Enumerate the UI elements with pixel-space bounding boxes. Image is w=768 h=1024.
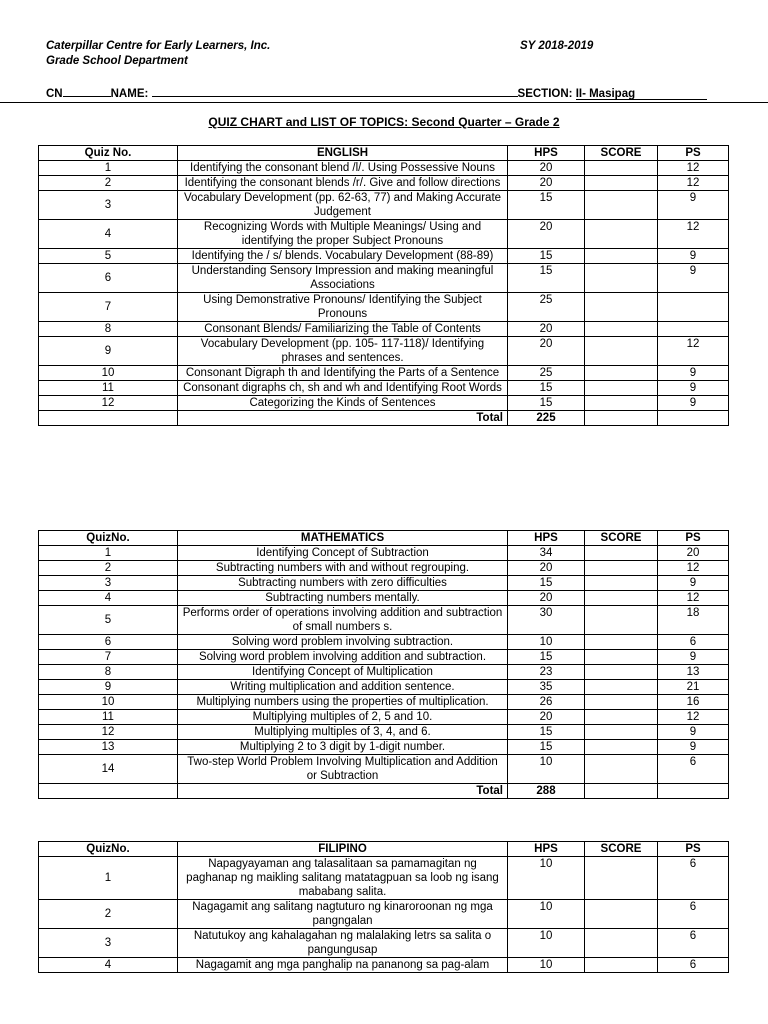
table-row xyxy=(39,665,729,680)
school-name: Caterpillar Centre for Early Learners, Inc. xyxy=(46,40,271,52)
hps-value: 15 xyxy=(508,650,585,665)
total-row xyxy=(39,411,729,426)
column-header: QuizNo. xyxy=(39,531,178,546)
total-hps: 225 xyxy=(508,411,585,426)
quiz-topic: Using Demonstrative Pronouns/ Identifying the Subject Pronouns xyxy=(178,293,508,322)
quiz-topic: Performs order of operations involving addition and subtraction of small numbers s. xyxy=(178,606,508,635)
name-blank xyxy=(152,85,518,97)
quiz-topic: Consonant Blends/ Familiarizing the Table of Contents xyxy=(178,322,508,337)
ps-value: 6 xyxy=(658,900,729,929)
total-empty-cell xyxy=(39,411,178,426)
score-cell xyxy=(585,591,658,606)
table-row xyxy=(39,900,729,929)
quiz-number: 3 xyxy=(39,576,178,591)
hps-value: 34 xyxy=(508,546,585,561)
ps-value: 12 xyxy=(658,161,729,176)
score-cell xyxy=(585,650,658,665)
hps-value: 15 xyxy=(508,381,585,396)
quiz-topic: Napagyayaman ang talasalitaan sa pamamagitan ng paghanap ng maikling salitang matatagpuan sa loob ng isang mababang salita. xyxy=(178,857,508,900)
quiz-topic: Consonant digraphs ch, sh and wh and Identifying Root Words xyxy=(178,381,508,396)
hps-value: 26 xyxy=(508,695,585,710)
quiz-number: 10 xyxy=(39,366,178,381)
ps-value: 13 xyxy=(658,665,729,680)
hps-value: 20 xyxy=(508,561,585,576)
table-row xyxy=(39,958,729,973)
quiz-topic: Solving word problem involving addition and subtraction. xyxy=(178,650,508,665)
table-row xyxy=(39,606,729,635)
table-row xyxy=(39,650,729,665)
column-header: SCORE xyxy=(585,842,658,857)
score-cell xyxy=(585,958,658,973)
quiz-topic: Recognizing Words with Multiple Meanings/ Using and identifying the proper Subject Pronouns xyxy=(178,220,508,249)
quiz-number: 4 xyxy=(39,591,178,606)
hps-value: 15 xyxy=(508,396,585,411)
table-row xyxy=(39,591,729,606)
table-row xyxy=(39,710,729,725)
ps-value: 12 xyxy=(658,561,729,576)
quiz-number: 5 xyxy=(39,606,178,635)
table-row xyxy=(39,725,729,740)
score-cell xyxy=(585,220,658,249)
section-value: II- Masipag xyxy=(576,88,707,100)
score-cell xyxy=(585,740,658,755)
quiz-topic: Understanding Sensory Impression and making meaningful Associations xyxy=(178,264,508,293)
quiz-topic: Multiplying multiples of 2, 5 and 10. xyxy=(178,710,508,725)
ps-value xyxy=(658,322,729,337)
quiz-number: 3 xyxy=(39,191,178,220)
quiz-topic: Multiplying numbers using the properties of multiplication. xyxy=(178,695,508,710)
quiz-number: 1 xyxy=(39,161,178,176)
ps-value: 9 xyxy=(658,191,729,220)
quiz-number: 2 xyxy=(39,176,178,191)
score-cell xyxy=(585,264,658,293)
ps-value: 6 xyxy=(658,755,729,784)
ps-value xyxy=(658,293,729,322)
hps-value: 20 xyxy=(508,176,585,191)
ps-value: 21 xyxy=(658,680,729,695)
quiz-topic: Nagagamit ang mga panghalip na pananong sa pag-alam xyxy=(178,958,508,973)
quiz-number: 4 xyxy=(39,958,178,973)
table-row xyxy=(39,695,729,710)
total-hps: 288 xyxy=(508,784,585,799)
column-header: PS xyxy=(658,146,729,161)
quiz-number: 10 xyxy=(39,695,178,710)
score-cell xyxy=(585,176,658,191)
score-cell xyxy=(585,857,658,900)
hps-value: 23 xyxy=(508,665,585,680)
score-cell xyxy=(585,337,658,366)
english-quiz-table xyxy=(38,145,729,426)
total-label: Total xyxy=(178,411,508,426)
quiz-topic: Multiplying multiples of 3, 4, and 6. xyxy=(178,725,508,740)
quiz-number: 12 xyxy=(39,396,178,411)
hps-value: 10 xyxy=(508,900,585,929)
ps-value: 9 xyxy=(658,366,729,381)
table-header-row xyxy=(39,531,729,546)
column-header: Quiz No. xyxy=(39,146,178,161)
ps-value: 9 xyxy=(658,249,729,264)
school-year: SY 2018-2019 xyxy=(520,40,594,52)
total-empty-cell xyxy=(39,784,178,799)
table-row xyxy=(39,635,729,650)
column-header: QuizNo. xyxy=(39,842,178,857)
quiz-topic: Identifying Concept of Subtraction xyxy=(178,546,508,561)
ps-value: 12 xyxy=(658,337,729,366)
ps-value: 9 xyxy=(658,396,729,411)
quiz-topic: Subtracting numbers with zero difficulties xyxy=(178,576,508,591)
ps-value: 6 xyxy=(658,635,729,650)
column-header: FILIPINO xyxy=(178,842,508,857)
hps-value: 15 xyxy=(508,576,585,591)
quiz-number: 5 xyxy=(39,249,178,264)
ps-value: 9 xyxy=(658,264,729,293)
hps-value: 35 xyxy=(508,680,585,695)
hps-value: 15 xyxy=(508,264,585,293)
ps-value: 12 xyxy=(658,220,729,249)
column-header: HPS xyxy=(508,842,585,857)
score-cell xyxy=(585,161,658,176)
header-divider xyxy=(0,102,768,103)
score-cell xyxy=(585,381,658,396)
quiz-topic: Vocabulary Development (pp. 62-63, 77) and Making Accurate Judgement xyxy=(178,191,508,220)
hps-value: 15 xyxy=(508,191,585,220)
total-empty-cell xyxy=(585,784,658,799)
ps-value: 9 xyxy=(658,381,729,396)
score-cell xyxy=(585,929,658,958)
table-row xyxy=(39,381,729,396)
quiz-topic: Subtracting numbers mentally. xyxy=(178,591,508,606)
table-row xyxy=(39,161,729,176)
table-row xyxy=(39,264,729,293)
score-cell xyxy=(585,546,658,561)
table-row xyxy=(39,576,729,591)
quiz-number: 6 xyxy=(39,635,178,650)
name-label: NAME: xyxy=(110,88,149,100)
quiz-topic: Identifying the consonant blends /r/. Give and follow directions xyxy=(178,176,508,191)
total-empty-cell xyxy=(585,411,658,426)
column-header: PS xyxy=(658,842,729,857)
quiz-topic: Identifying Concept of Multiplication xyxy=(178,665,508,680)
hps-value: 15 xyxy=(508,725,585,740)
quiz-topic: Identifying the consonant blend /l/. Using Possessive Nouns xyxy=(178,161,508,176)
hps-value: 15 xyxy=(508,249,585,264)
ps-value: 9 xyxy=(658,650,729,665)
quiz-number: 1 xyxy=(39,546,178,561)
quiz-topic: Two-step World Problem Involving Multiplication and Addition or Subtraction xyxy=(178,755,508,784)
quiz-topic: Solving word problem involving subtraction. xyxy=(178,635,508,650)
hps-value: 20 xyxy=(508,337,585,366)
ps-value: 6 xyxy=(658,929,729,958)
score-cell xyxy=(585,680,658,695)
quiz-number: 6 xyxy=(39,264,178,293)
quiz-number: 7 xyxy=(39,650,178,665)
quiz-topic: Multiplying 2 to 3 digit by 1-digit number. xyxy=(178,740,508,755)
hps-value: 10 xyxy=(508,755,585,784)
column-header: ENGLISH xyxy=(178,146,508,161)
filipino-quiz-table xyxy=(38,841,729,973)
total-label: Total xyxy=(178,784,508,799)
column-header: HPS xyxy=(508,146,585,161)
quiz-number: 8 xyxy=(39,322,178,337)
table-row xyxy=(39,857,729,900)
score-cell xyxy=(585,191,658,220)
math-quiz-table xyxy=(38,530,729,799)
ps-value: 12 xyxy=(658,710,729,725)
ps-value: 9 xyxy=(658,740,729,755)
table-row xyxy=(39,396,729,411)
hps-value: 15 xyxy=(508,740,585,755)
quiz-number: 1 xyxy=(39,857,178,900)
score-cell xyxy=(585,900,658,929)
table-row xyxy=(39,561,729,576)
table-row xyxy=(39,337,729,366)
hps-value: 20 xyxy=(508,220,585,249)
quiz-topic: Natutukoy ang kahalagahan ng malalaking letrs sa salita o pangungusap xyxy=(178,929,508,958)
total-empty-cell xyxy=(658,784,729,799)
column-header: SCORE xyxy=(585,531,658,546)
score-cell xyxy=(585,293,658,322)
score-cell xyxy=(585,710,658,725)
table-row xyxy=(39,929,729,958)
quiz-number: 8 xyxy=(39,665,178,680)
hps-value: 10 xyxy=(508,958,585,973)
score-cell xyxy=(585,366,658,381)
quiz-topic: Vocabulary Development (pp. 105- 117-118)/ Identifying phrases and sentences. xyxy=(178,337,508,366)
ps-value: 6 xyxy=(658,958,729,973)
ps-value: 16 xyxy=(658,695,729,710)
ps-value: 9 xyxy=(658,725,729,740)
quiz-number: 3 xyxy=(39,929,178,958)
score-cell xyxy=(585,606,658,635)
hps-value: 25 xyxy=(508,293,585,322)
hps-value: 10 xyxy=(508,857,585,900)
cn-label: CN xyxy=(46,88,63,100)
quiz-number: 7 xyxy=(39,293,178,322)
student-info-line xyxy=(46,85,714,101)
quiz-number: 11 xyxy=(39,381,178,396)
cn-blank xyxy=(63,85,111,97)
hps-value: 30 xyxy=(508,606,585,635)
hps-value: 10 xyxy=(508,929,585,958)
table-row xyxy=(39,755,729,784)
table-row xyxy=(39,680,729,695)
department-name: Grade School Department xyxy=(46,55,188,67)
quiz-number: 9 xyxy=(39,337,178,366)
hps-value: 25 xyxy=(508,366,585,381)
quiz-number: 2 xyxy=(39,561,178,576)
ps-value: 9 xyxy=(658,576,729,591)
table-row xyxy=(39,322,729,337)
quiz-number: 4 xyxy=(39,220,178,249)
quiz-number: 2 xyxy=(39,900,178,929)
score-cell xyxy=(585,576,658,591)
score-cell xyxy=(585,396,658,411)
score-cell xyxy=(585,725,658,740)
table-row xyxy=(39,176,729,191)
column-header: SCORE xyxy=(585,146,658,161)
column-header: HPS xyxy=(508,531,585,546)
score-cell xyxy=(585,695,658,710)
column-header: MATHEMATICS xyxy=(178,531,508,546)
page-title: QUIZ CHART and LIST OF TOPICS: Second Quarter – Grade 2 xyxy=(208,115,560,129)
hps-value: 10 xyxy=(508,635,585,650)
ps-value: 12 xyxy=(658,176,729,191)
section-label: SECTION: xyxy=(517,88,573,100)
quiz-topic: Consonant Digraph th and Identifying the Parts of a Sentence xyxy=(178,366,508,381)
quiz-topic: Identifying the / s/ blends. Vocabulary Development (88-89) xyxy=(178,249,508,264)
total-row xyxy=(39,784,729,799)
quiz-number: 9 xyxy=(39,680,178,695)
table-header-row xyxy=(39,842,729,857)
hps-value: 20 xyxy=(508,710,585,725)
quiz-number: 11 xyxy=(39,710,178,725)
quiz-topic: Categorizing the Kinds of Sentences xyxy=(178,396,508,411)
quiz-number: 14 xyxy=(39,755,178,784)
table-row xyxy=(39,293,729,322)
column-header: PS xyxy=(658,531,729,546)
table-row xyxy=(39,249,729,264)
score-cell xyxy=(585,665,658,680)
total-empty-cell xyxy=(658,411,729,426)
score-cell xyxy=(585,249,658,264)
ps-value: 6 xyxy=(658,857,729,900)
table-row xyxy=(39,220,729,249)
quiz-topic: Nagagamit ang salitang nagtuturo ng kinaroroonan ng mga pangngalan xyxy=(178,900,508,929)
score-cell xyxy=(585,635,658,650)
quiz-number: 12 xyxy=(39,725,178,740)
ps-value: 12 xyxy=(658,591,729,606)
score-cell xyxy=(585,322,658,337)
hps-value: 20 xyxy=(508,161,585,176)
table-row xyxy=(39,740,729,755)
score-cell xyxy=(585,561,658,576)
quiz-number: 13 xyxy=(39,740,178,755)
table-header-row xyxy=(39,146,729,161)
score-cell xyxy=(585,755,658,784)
hps-value: 20 xyxy=(508,591,585,606)
ps-value: 20 xyxy=(658,546,729,561)
ps-value: 18 xyxy=(658,606,729,635)
hps-value: 20 xyxy=(508,322,585,337)
table-row xyxy=(39,546,729,561)
quiz-topic: Writing multiplication and addition sentence. xyxy=(178,680,508,695)
table-row xyxy=(39,366,729,381)
quiz-topic: Subtracting numbers with and without regrouping. xyxy=(178,561,508,576)
table-row xyxy=(39,191,729,220)
